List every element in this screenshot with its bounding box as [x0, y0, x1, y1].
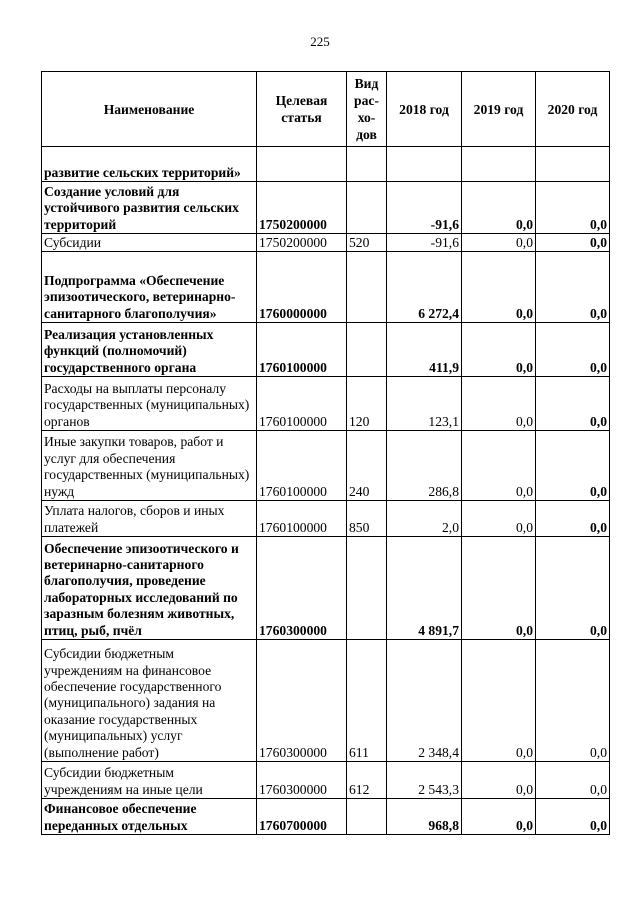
- header-2020: 2020 год: [536, 72, 610, 147]
- cell-2020: 0,0: [536, 323, 610, 377]
- cell-2019: 0,0: [462, 799, 536, 835]
- table-row: [42, 799, 610, 835]
- cell-code: 1760300000: [257, 640, 347, 762]
- table-row: [42, 640, 610, 762]
- cell-2020: [536, 147, 610, 182]
- cell-kind: 850: [347, 501, 387, 537]
- cell-name: Иные закупки товаров, работ и услуг для обеспечения государственных (муниципальных) нужд: [42, 431, 257, 501]
- cell-2020: 0,0: [536, 640, 610, 762]
- table-row: [42, 431, 610, 501]
- table-row: [42, 147, 610, 182]
- cell-name: Обеспечение эпизоотического и ветеринарно-санитарного благополучия, проведение лабораторных исследований по заразным болезням животных, птиц, рыб, пчёл: [42, 537, 257, 640]
- table-row: [42, 537, 610, 640]
- header-kind: Вид рас-хо-дов: [347, 72, 387, 147]
- cell-2018: 6 272,4: [387, 252, 462, 323]
- cell-kind: 520: [347, 234, 387, 252]
- cell-code: 1760300000: [257, 762, 347, 799]
- cell-name: Субсидии: [42, 234, 257, 252]
- cell-2020: 0,0: [536, 234, 610, 252]
- cell-code: 1750200000: [257, 234, 347, 252]
- cell-2018: -91,6: [387, 234, 462, 252]
- cell-2019: 0,0: [462, 762, 536, 799]
- cell-kind: [347, 182, 387, 234]
- cell-2020: 0,0: [536, 252, 610, 323]
- cell-code: 1760000000: [257, 252, 347, 323]
- cell-2018: 123,1: [387, 377, 462, 431]
- cell-2019: 0,0: [462, 501, 536, 537]
- cell-code: 1760100000: [257, 501, 347, 537]
- cell-kind: 612: [347, 762, 387, 799]
- cell-2020: 0,0: [536, 762, 610, 799]
- cell-code: 1760300000: [257, 537, 347, 640]
- table-row: [42, 182, 610, 234]
- cell-2018: [387, 147, 462, 182]
- cell-kind: [347, 147, 387, 182]
- cell-2019: 0,0: [462, 323, 536, 377]
- table-row: [42, 377, 610, 431]
- cell-2020: 0,0: [536, 377, 610, 431]
- cell-kind: 120: [347, 377, 387, 431]
- cell-code: 1760100000: [257, 323, 347, 377]
- cell-2020: 0,0: [536, 182, 610, 234]
- cell-name: Финансовое обеспечение переданных отдельных: [42, 799, 257, 835]
- cell-code: 1760700000: [257, 799, 347, 835]
- cell-code: 1750200000: [257, 182, 347, 234]
- cell-name: Расходы на выплаты персоналу государственных (муниципальных) органов: [42, 377, 257, 431]
- cell-code: [257, 147, 347, 182]
- cell-2019: 0,0: [462, 640, 536, 762]
- cell-2018: 2 348,4: [387, 640, 462, 762]
- cell-2018: 286,8: [387, 431, 462, 501]
- cell-name: Создание условий для устойчивого развития сельских территорий: [42, 182, 257, 234]
- cell-2019: 0,0: [462, 377, 536, 431]
- cell-2019: [462, 147, 536, 182]
- cell-kind: 611: [347, 640, 387, 762]
- table-header-row: [42, 72, 610, 147]
- cell-2018: 2,0: [387, 501, 462, 537]
- page-number: 225: [310, 34, 330, 49]
- cell-2019: 0,0: [462, 537, 536, 640]
- cell-2019: 0,0: [462, 431, 536, 501]
- header-2018: 2018 год: [387, 72, 462, 147]
- table-row: [42, 234, 610, 252]
- table-row: [42, 323, 610, 377]
- cell-2018: 2 543,3: [387, 762, 462, 799]
- cell-name: Субсидии бюджетным учреждениям на иные цели: [42, 762, 257, 799]
- budget-table: [41, 71, 610, 835]
- cell-name: развитие сельских территорий»: [42, 147, 257, 182]
- cell-2018: 968,8: [387, 799, 462, 835]
- cell-name: Реализация установленных функций (полномочий) государственного органа: [42, 323, 257, 377]
- header-2019: 2019 год: [462, 72, 536, 147]
- table-row: [42, 501, 610, 537]
- cell-code: 1760100000: [257, 431, 347, 501]
- cell-kind: [347, 323, 387, 377]
- cell-2019: 0,0: [462, 252, 536, 323]
- cell-2020: 0,0: [536, 799, 610, 835]
- table-row: [42, 762, 610, 799]
- cell-2018: 411,9: [387, 323, 462, 377]
- header-name: Наименование: [42, 72, 257, 147]
- cell-2020: 0,0: [536, 537, 610, 640]
- cell-2018: 4 891,7: [387, 537, 462, 640]
- cell-2019: 0,0: [462, 234, 536, 252]
- cell-kind: [347, 252, 387, 323]
- cell-name: Подпрограмма «Обеспечение эпизоотического, ветеринарно-санитарного благополучия»: [42, 252, 257, 323]
- cell-name: Уплата налогов, сборов и иных платежей: [42, 501, 257, 537]
- cell-code: 1760100000: [257, 377, 347, 431]
- header-code: Целевая статья: [257, 72, 347, 147]
- cell-2020: 0,0: [536, 431, 610, 501]
- cell-2018: -91,6: [387, 182, 462, 234]
- cell-kind: [347, 799, 387, 835]
- cell-kind: 240: [347, 431, 387, 501]
- cell-kind: [347, 537, 387, 640]
- table-row: [42, 252, 610, 323]
- cell-name: Субсидии бюджетным учреждениям на финансовое обеспечение государственного (муниципального) задания на оказание государственных (муниципальных) услуг (выполнение работ): [42, 640, 257, 762]
- cell-2019: 0,0: [462, 182, 536, 234]
- cell-2020: 0,0: [536, 501, 610, 537]
